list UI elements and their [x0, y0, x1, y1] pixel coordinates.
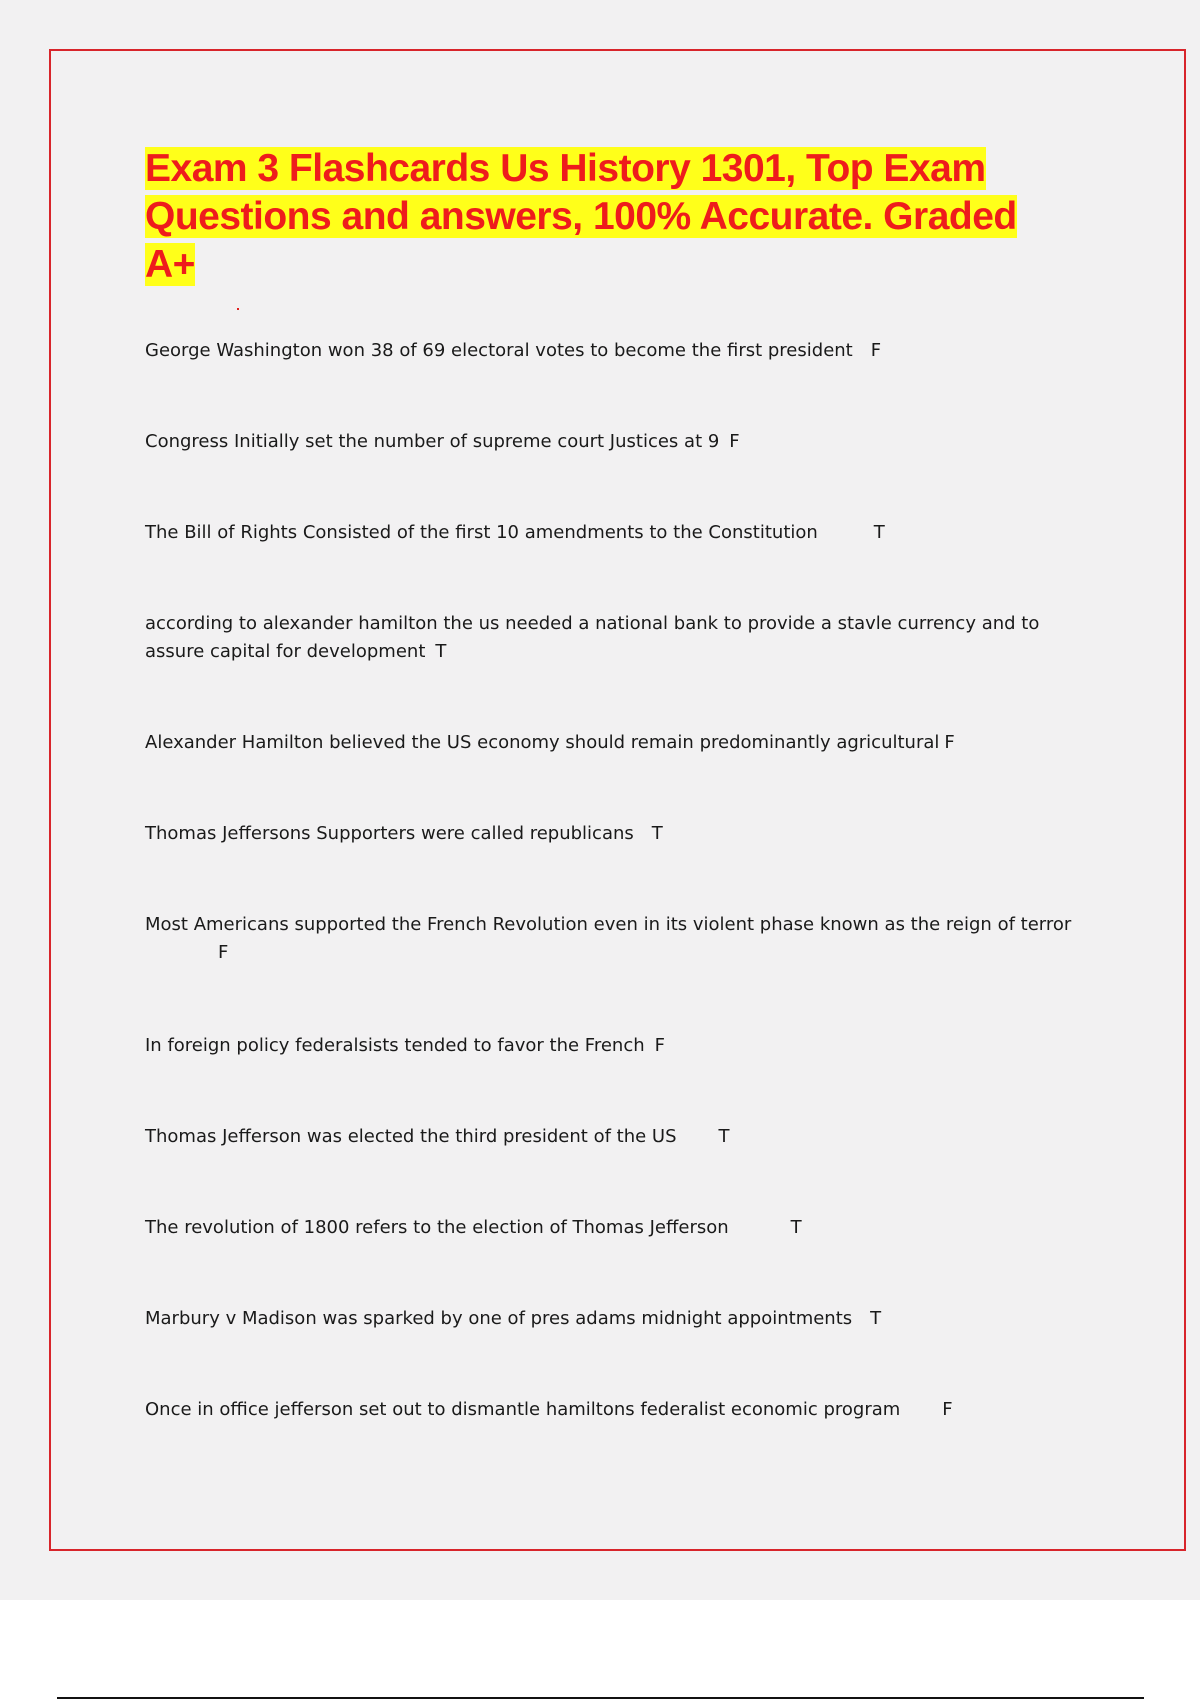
answer-text: T: [873, 522, 885, 543]
question-text: The Bill of Rights Consisted of the first 10 amendments to the Constitution: [145, 522, 818, 543]
answer-text: T: [718, 1126, 730, 1147]
title-line-3: A+: [145, 243, 195, 286]
answer-text: F: [218, 942, 229, 963]
flashcard-item: [145, 911, 1105, 967]
question-text: Once in office jefferson set out to dismantle hamiltons federalist economic program: [145, 1399, 901, 1420]
answer-text: T: [870, 1308, 882, 1329]
flashcard-item: [145, 820, 663, 848]
question-text: The revolution of 1800 refers to the election of Thomas Jefferson: [145, 1217, 729, 1238]
document-title: [145, 145, 1075, 289]
answer-text: T: [435, 641, 447, 662]
answer-text: T: [790, 1217, 802, 1238]
flashcard-item: [145, 1214, 802, 1242]
flashcard-item: [145, 1123, 730, 1151]
question-text: Most Americans supported the French Revolution even in its violent phase known as the reign of terror: [145, 914, 1072, 935]
question-text: Thomas Jefferson was elected the third president of the US: [145, 1126, 677, 1147]
answer-text: F: [729, 431, 740, 452]
flashcard-item: [145, 519, 885, 547]
flashcard-item: [145, 1396, 953, 1424]
question-text: Marbury v Madison was sparked by one of pres adams midnight appointments: [145, 1308, 853, 1329]
question-text: George Washington won 38 of 69 electoral votes to become the first president: [145, 340, 853, 361]
answer-text: F: [870, 340, 882, 361]
flashcard-item: [145, 729, 955, 757]
question-text: Thomas Jeffersons Supporters were called republicans: [145, 823, 634, 844]
question-text: Congress Initially set the number of supreme court Justices at 9: [145, 431, 720, 452]
flashcard-item: [145, 1032, 665, 1060]
flashcard-item: [145, 428, 740, 456]
title-line-1: Exam 3 Flashcards Us History 1301, Top Exam: [145, 147, 986, 190]
answer-text: F: [942, 1399, 953, 1420]
stray-mark: [237, 308, 239, 310]
footer-rule: [57, 1697, 1144, 1699]
question-text: In foreign policy federalsists tended to favor the French: [145, 1035, 645, 1056]
flashcard-item: [145, 610, 1095, 666]
answer-text: T: [651, 823, 663, 844]
question-text: according to alexander hamilton the us needed a national bank to provide a stavle currency and to assure capital for development: [145, 613, 1040, 662]
flashcard-item: [145, 337, 881, 365]
flashcard-item: [145, 1305, 881, 1333]
answer-text: F: [944, 732, 955, 753]
question-text: Alexander Hamilton believed the US economy should remain predominantly agricultural: [145, 732, 940, 753]
title-line-2: Questions and answers, 100% Accurate. Graded: [145, 195, 1017, 238]
answer-text: F: [654, 1035, 665, 1056]
